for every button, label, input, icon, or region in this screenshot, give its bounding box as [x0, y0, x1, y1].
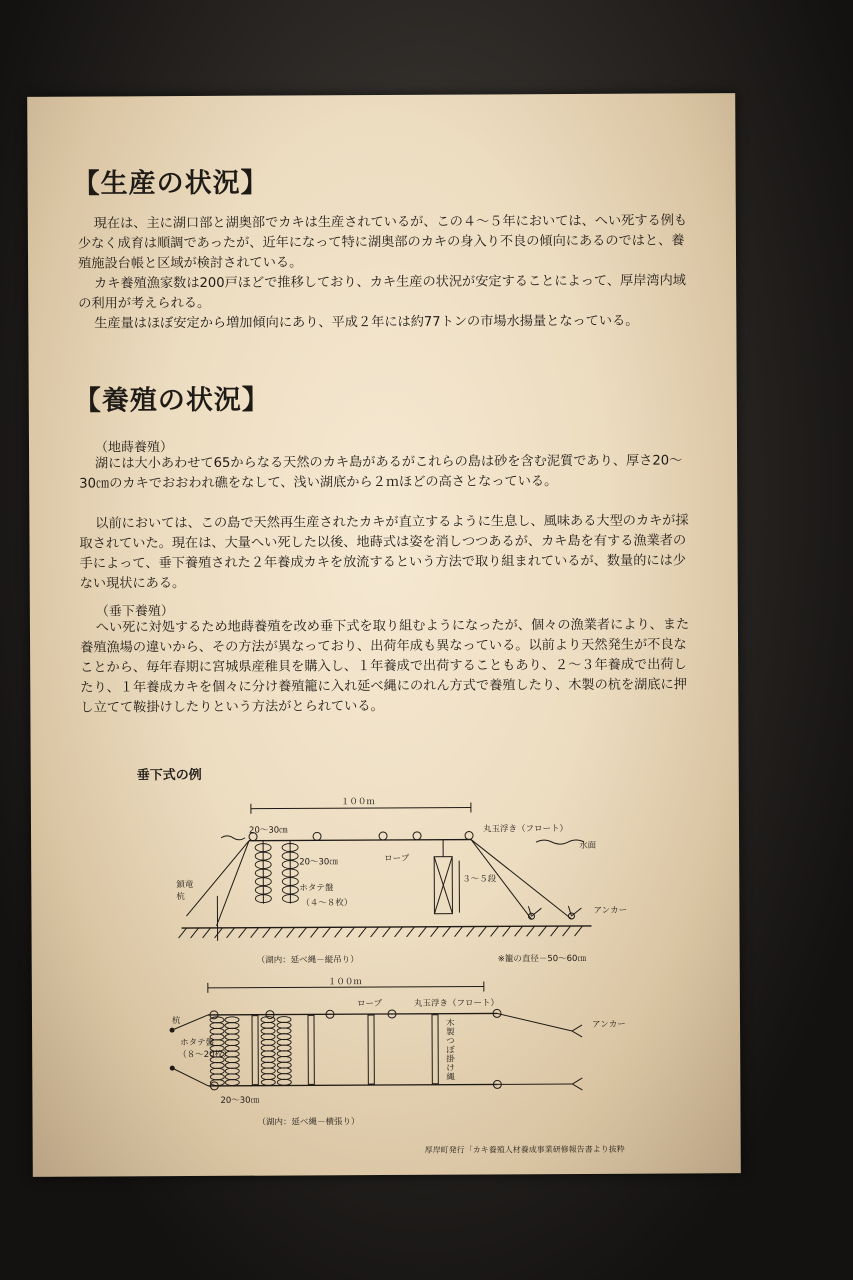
- ground-hatch: [383, 927, 391, 937]
- scallop-shell: [225, 1062, 239, 1068]
- ground-hatch: [455, 927, 463, 937]
- scallop-shell: [261, 1062, 275, 1068]
- production-paragraph-3: 生産量はほぼ安定から増加傾向にあり、平成２年には約77トンの市場水揚量となっている。: [94, 313, 639, 332]
- scallop-shell: [225, 1034, 239, 1040]
- scallop-shell: [277, 1039, 291, 1045]
- scallop-shell: [261, 1068, 275, 1074]
- ground-hatch: [407, 927, 415, 937]
- bottom-anchor-label: アンカー: [592, 1019, 626, 1030]
- scallop-shell: [261, 1022, 275, 1028]
- scallop-shell: [225, 1040, 239, 1046]
- scallop-shell: [261, 1056, 275, 1062]
- scallop-shell: [225, 1068, 239, 1074]
- bottom-spacing-label: 20～30㎝: [220, 1095, 260, 1106]
- ground-hatch: [179, 928, 187, 938]
- ground-hatch: [215, 928, 223, 938]
- ground-hatch: [275, 928, 283, 938]
- ground-hatch: [479, 926, 487, 936]
- ground-culture-paragraph-2: 以前においては、この島で天然再生産されたカキが直立するように生息し、風味ある大型のカキが採取されていた。現在は、大量へい死した以後、地蒔式は姿を消しつつあるが、カキ島を有する漁業者の手によって、垂下養殖された２年養成カキを放流するという方法で取り組まれているが、数量的には少ない現状にある。: [79, 513, 689, 592]
- scallop-count-label: （４～８枚）: [301, 898, 353, 909]
- ground-hatch: [515, 926, 523, 936]
- hanging-culture-diagram: [27, 93, 741, 1177]
- ground-hatch: [563, 926, 571, 936]
- bottom-stake-label: 杭: [171, 1016, 181, 1027]
- scallop-shell: [277, 1051, 291, 1057]
- spacing-label-2: 20～30㎝: [299, 857, 338, 868]
- ground-hatch: [203, 928, 211, 938]
- scallop-shell: [277, 1079, 291, 1085]
- bottom-float-label: 丸玉浮き（フロート）: [413, 998, 499, 1009]
- ground-hatch: [551, 926, 559, 936]
- ground-culture-paragraph-1: 湖には大小あわせて65からなる天然のカキ島があるがこれらの島は砂を含む泥質であり、厚さ20～30㎝のカキでおおわれ礁をなして、浅い湖底から２ｍほどの高さとなっている。: [79, 453, 683, 492]
- stages-label: ３～５段: [462, 874, 497, 885]
- basket-note: ※籠の直径－50～60㎝: [497, 953, 586, 965]
- scallop-shell: [261, 1017, 275, 1023]
- scallop-shell: [210, 1028, 224, 1034]
- ground-hatch: [575, 926, 583, 936]
- water-surface-label: 水面: [579, 840, 597, 851]
- subheading-ground-culture: （地蒔養殖）: [94, 440, 174, 456]
- ground-hatch: [491, 926, 499, 936]
- ground-hatch: [467, 927, 475, 937]
- ground-hatch: [527, 926, 535, 936]
- top-length-label: １００ｍ: [340, 797, 375, 808]
- ground-hatch: [239, 928, 247, 938]
- diagram-title: 垂下式の例: [136, 767, 202, 784]
- scallop-shell: [210, 1068, 224, 1074]
- scallop-shell: [210, 1062, 224, 1068]
- ground-hatch: [347, 927, 355, 937]
- hanging-culture-paragraph: へい死に対処するため地蒔養殖を改め垂下式を取り組むようになったが、個々の漁業者により、また養殖漁場の違いから、その方法が異なっており、出荷年成も異なっている。以前より天然発生が不良なことから、毎年春期に宮城県産稚貝を購入し、１年養成で出荷することもあり、２～３年養成で出荷したり、１年養成カキを個々に分け養殖籠に入れ延べ縄にのれん方式で養殖したり、木製の杭を湖底に押し立てて鞍掛けしたりという方法がとられている。: [80, 617, 690, 716]
- ground-hatch: [227, 928, 235, 938]
- scallop-shell: [210, 1074, 224, 1080]
- spacing-label-1: 20～30㎝: [248, 825, 288, 836]
- scallop-shell: [277, 1016, 291, 1022]
- scallop-shell: [277, 1056, 291, 1062]
- scallop-shell: [277, 1062, 291, 1068]
- ground-hatch: [419, 927, 427, 937]
- exhibit-panel: [27, 93, 741, 1177]
- ground-hatch: [443, 927, 451, 937]
- cage-label: 木製つぼ掛け縄: [446, 1018, 455, 1083]
- scallop-shell: [261, 1079, 275, 1085]
- scallop-shell: [210, 1023, 224, 1029]
- scallop-shell: [277, 1068, 291, 1074]
- ground-hatch: [191, 928, 199, 938]
- ground-hatch: [251, 928, 259, 938]
- bottom-scallop-count: （８～20枚）: [178, 1049, 232, 1061]
- scallop-shell: [277, 1073, 291, 1079]
- production-paragraph-2: カキ養殖漁家数は200戸ほどで推移しており、カキ生産の状況が安定することによって、厚岸湾内域の利用が考えられる。: [78, 273, 686, 312]
- top-rope-label: ロープ: [384, 853, 410, 865]
- scallop-shell: [225, 1074, 239, 1080]
- scallop-shell: [277, 1045, 291, 1051]
- ground-hatch: [311, 927, 319, 937]
- bottom-diagram-caption: （湖内：延べ縄－横張り）: [257, 1117, 360, 1128]
- source-credit: 厚岸町発行「カキ養殖人材養成事業研修報告書より抜粋: [424, 1144, 625, 1155]
- scallop-shell: [277, 1022, 291, 1028]
- production-paragraph-1: 現在は、主に湖口部と湖奥部でカキは生産されているが、この４～５年においては、へい死する例も少なく成育は順調であったが、近年になって特に湖奥部のカキの身入り不良の傾向にあるのではと、養殖施設台帳と区域が検討されている。: [77, 213, 688, 272]
- scallop-shell: [261, 1045, 275, 1051]
- ground-hatch: [503, 926, 511, 936]
- top-anchor-label: アンカー: [593, 905, 628, 916]
- scallop-shell: [225, 1022, 239, 1028]
- section-heading-cultivation: 【養殖の状況】: [73, 384, 270, 417]
- ground-hatch: [323, 927, 331, 937]
- subheading-hanging-culture: （垂下養殖）: [95, 604, 174, 620]
- top-diagram-caption: （湖内：延べ縄－縦吊り）: [256, 955, 359, 966]
- stake-label: 鎖竜杭: [176, 880, 194, 903]
- scallop-shell: [277, 1034, 291, 1040]
- ground-hatch: [287, 927, 295, 937]
- scallop-shell: [225, 1028, 239, 1034]
- ground-hatch: [395, 927, 403, 937]
- section-heading-production: 【生産の状況】: [72, 167, 269, 200]
- scallop-shell: [225, 1017, 239, 1023]
- scallop-shell: [261, 1039, 275, 1045]
- bottom-length-label: １００ｍ: [327, 977, 362, 988]
- ground-hatch: [539, 926, 547, 936]
- scallop-shell: [261, 1051, 275, 1057]
- scallop-shell: [261, 1074, 275, 1080]
- scallop-shell: [261, 1028, 275, 1034]
- ground-hatch: [263, 928, 271, 938]
- bottom-scallop-label: ホタテ盤: [180, 1037, 215, 1049]
- scallop-shell: [277, 1028, 291, 1034]
- ground-hatch: [371, 927, 379, 937]
- scallop-shell: [225, 1079, 239, 1085]
- ground-hatch: [335, 927, 343, 937]
- top-float-label: 丸玉浮き（フロート）: [482, 824, 569, 835]
- scallop-label: ホタテ盤: [299, 883, 334, 894]
- ground-hatch: [299, 927, 307, 937]
- bottom-rope-label: ロープ: [356, 999, 383, 1010]
- ground-hatch: [431, 927, 439, 937]
- ground-hatch: [359, 927, 367, 937]
- scallop-shell: [261, 1034, 275, 1040]
